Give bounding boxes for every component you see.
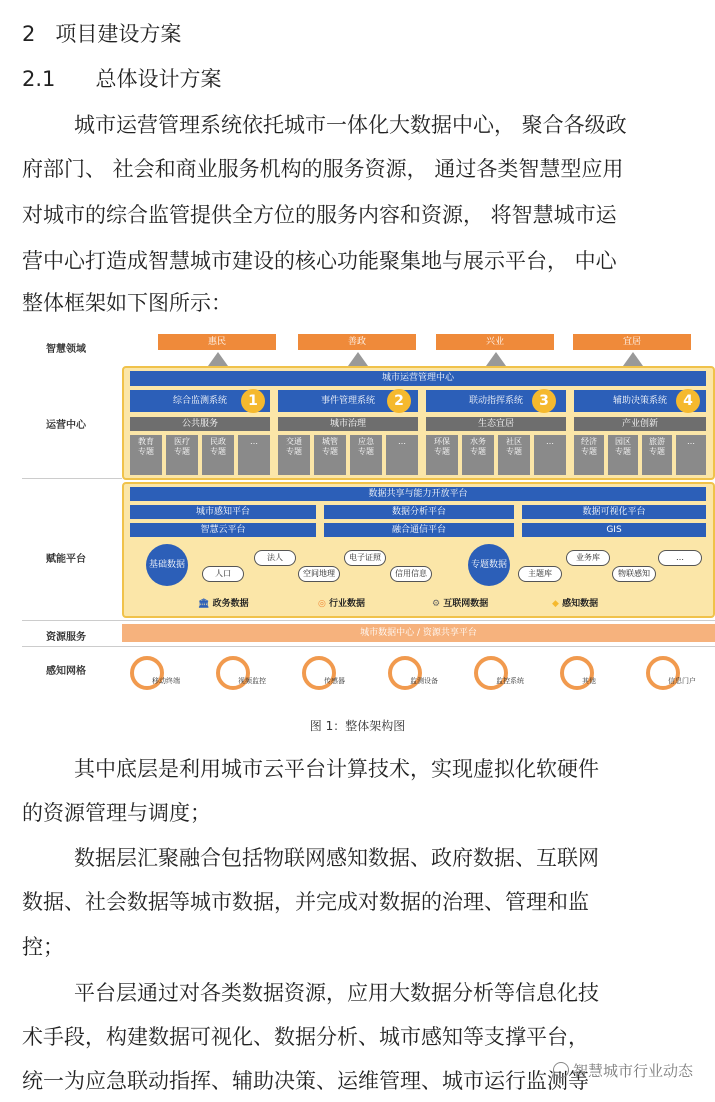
layer-label-ops: 运营中心 <box>46 420 86 431</box>
data-share-platform: 数据共享与能力开放平台 <box>130 487 706 501</box>
system-name: 联动指挥系统 <box>468 396 523 406</box>
sensor-label: 监控系统 <box>496 677 524 685</box>
resource-bar: 城市数据中心 / 资源共享平台 <box>122 624 715 642</box>
sub-tile: 交通专题 <box>278 435 310 475</box>
body-line: 术手段，构建数据可视化、数据分析、城市感知等支撑平台， <box>22 1025 589 1049</box>
intro-line: 整体框架如下图所示： <box>22 291 232 315</box>
watermark-text: 智慧城市行业动态 <box>573 1062 694 1080</box>
base-data-item: 信用信息 <box>390 566 432 582</box>
subsection-title: 总体设计方案 <box>95 67 222 91</box>
domain-box: 兴业 <box>436 334 554 350</box>
subsection-number: 2.1 <box>22 67 56 91</box>
system-name: 事件管理系统 <box>320 396 375 406</box>
section-heading <box>22 22 181 46</box>
sensor-label: 视频监控 <box>238 677 266 685</box>
platform-box: 智慧云平台 <box>130 523 316 537</box>
system-number: 4 <box>676 389 700 413</box>
body-line: 的资源管理与调度； <box>22 801 211 825</box>
layer-label-sense: 感知网格 <box>46 666 86 677</box>
topic-data-item: 业务库 <box>566 550 610 566</box>
topic-data-item: 主题库 <box>518 566 562 582</box>
intro-line: 营中心打造成智慧城市建设的核心功能聚集地与展示平台， 中心 <box>22 249 617 273</box>
up-arrow-icon <box>623 352 643 366</box>
system-name: 辅助决策系统 <box>612 396 667 406</box>
layer-label-enable: 赋能平台 <box>46 554 86 565</box>
domain-box: 善政 <box>298 334 416 350</box>
system-number: 3 <box>532 389 556 413</box>
data-source-label: 感知数据 <box>562 599 599 609</box>
ops-center-title: 城市运营管理中心 <box>130 371 706 386</box>
sensor-label: 信息门户 <box>668 677 696 685</box>
body-line: 控； <box>22 935 64 959</box>
domain-box: 宜居 <box>573 334 691 350</box>
sensor-label: 传感器 <box>324 677 345 685</box>
sensor-node <box>302 656 352 692</box>
platform-box: GIS <box>522 523 706 537</box>
domain-box: 惠民 <box>158 334 276 350</box>
topic-data-bubble: 专题数据 <box>468 544 510 586</box>
sensor-label: 监测设备 <box>410 677 438 685</box>
sensor-node <box>646 656 696 692</box>
sub-tile: 环保专题 <box>426 435 458 475</box>
section-title: 项目建设方案 <box>55 22 182 46</box>
layer-divider <box>22 646 715 647</box>
data-source-label: 互联网数据 <box>443 599 489 609</box>
body-line: 数据层汇聚融合包括物联网感知数据、政府数据、互联网 <box>74 846 599 870</box>
up-arrow-icon <box>486 352 506 366</box>
sub-tile: … <box>534 435 566 475</box>
base-data-item: 法人 <box>254 550 296 566</box>
platform-box: 城市感知平台 <box>130 505 316 519</box>
sensor-node <box>388 656 438 692</box>
data-source: ⚙ 互联网数据 <box>432 599 489 609</box>
layer-divider <box>22 478 122 479</box>
subsection-heading <box>22 67 221 91</box>
base-data-bubble: 基础数据 <box>146 544 188 586</box>
sub-tile: 园区专题 <box>608 435 638 475</box>
sub-category: 城市治理 <box>278 417 418 431</box>
sensor-node <box>560 656 610 692</box>
sub-category: 生态宜居 <box>426 417 566 431</box>
topic-data-item: 物联感知 <box>612 566 656 582</box>
sensor-node <box>216 656 266 692</box>
sub-category: 产业创新 <box>574 417 706 431</box>
intro-line: 府部门、 社会和商业服务机构的服务资源， 通过各类智慧型应用 <box>22 157 624 181</box>
base-data-item: 电子证照 <box>344 550 386 566</box>
data-source: ◆ 感知数据 <box>552 599 599 609</box>
architecture-diagram <box>22 318 715 694</box>
sub-tile: 水务专题 <box>462 435 494 475</box>
up-arrow-icon <box>348 352 368 366</box>
intro-line: 对城市的综合监管提供全方位的服务内容和资源， 将智慧城市运 <box>22 203 617 227</box>
layer-divider <box>22 620 715 621</box>
body-line: 平台层通过对各类数据资源，应用大数据分析等信息化技 <box>74 981 599 1005</box>
sub-category: 公共服务 <box>130 417 270 431</box>
watermark <box>553 1060 693 1081</box>
sub-tile: 城管专题 <box>314 435 346 475</box>
intro-line: 城市运营管理系统依托城市一体化大数据中心， 聚合各级政 <box>74 113 627 137</box>
up-arrow-icon <box>208 352 228 366</box>
sub-tile: … <box>676 435 706 475</box>
platform-box: 数据分析平台 <box>324 505 514 519</box>
platform-box: 融合通信平台 <box>324 523 514 537</box>
data-source-label: 行业数据 <box>329 599 366 609</box>
base-data-item: 人口 <box>202 566 244 582</box>
data-source-label: 政务数据 <box>212 599 249 609</box>
sub-tile: … <box>238 435 270 475</box>
topic-data-item: … <box>658 550 702 566</box>
sub-tile: 经济专题 <box>574 435 604 475</box>
sub-tile: 教育专题 <box>130 435 162 475</box>
layer-label-app: 智慧领域 <box>46 344 86 355</box>
platform-box: 数据可视化平台 <box>522 505 706 519</box>
data-source: ◎ 行业数据 <box>318 599 366 609</box>
sub-tile: 医疗专题 <box>166 435 198 475</box>
system-name: 综合监测系统 <box>172 396 227 406</box>
section-number: 2 <box>22 22 36 46</box>
sensor-label: 其他 <box>582 677 596 685</box>
base-data-item: 空间地理 <box>298 566 340 582</box>
sub-tile: 应急专题 <box>350 435 382 475</box>
sub-tile: 社区专题 <box>498 435 530 475</box>
sensor-label: 移动终端 <box>152 677 180 685</box>
sub-tile: 旅游专题 <box>642 435 672 475</box>
body-line: 其中底层是利用城市云平台计算技术，实现虚拟化软硬件 <box>74 757 599 781</box>
body-line: 统一为应急联动指挥、辅助决策、运维管理、城市运行监测等 <box>22 1069 589 1093</box>
figure-caption: 图 1：整体架构图 <box>309 719 406 733</box>
layer-label-resource: 资源服务 <box>46 632 86 643</box>
system-number: 1 <box>241 389 265 413</box>
data-source: 🏛 政务数据 <box>198 599 249 609</box>
sensor-node <box>474 656 524 692</box>
system-number: 2 <box>387 389 411 413</box>
wechat-icon <box>553 1062 569 1078</box>
sub-tile: 民政专题 <box>202 435 234 475</box>
sensor-node <box>130 656 180 692</box>
body-line: 数据、社会数据等城市数据，并完成对数据的治理、管理和监 <box>22 890 589 914</box>
sub-tile: … <box>386 435 418 475</box>
